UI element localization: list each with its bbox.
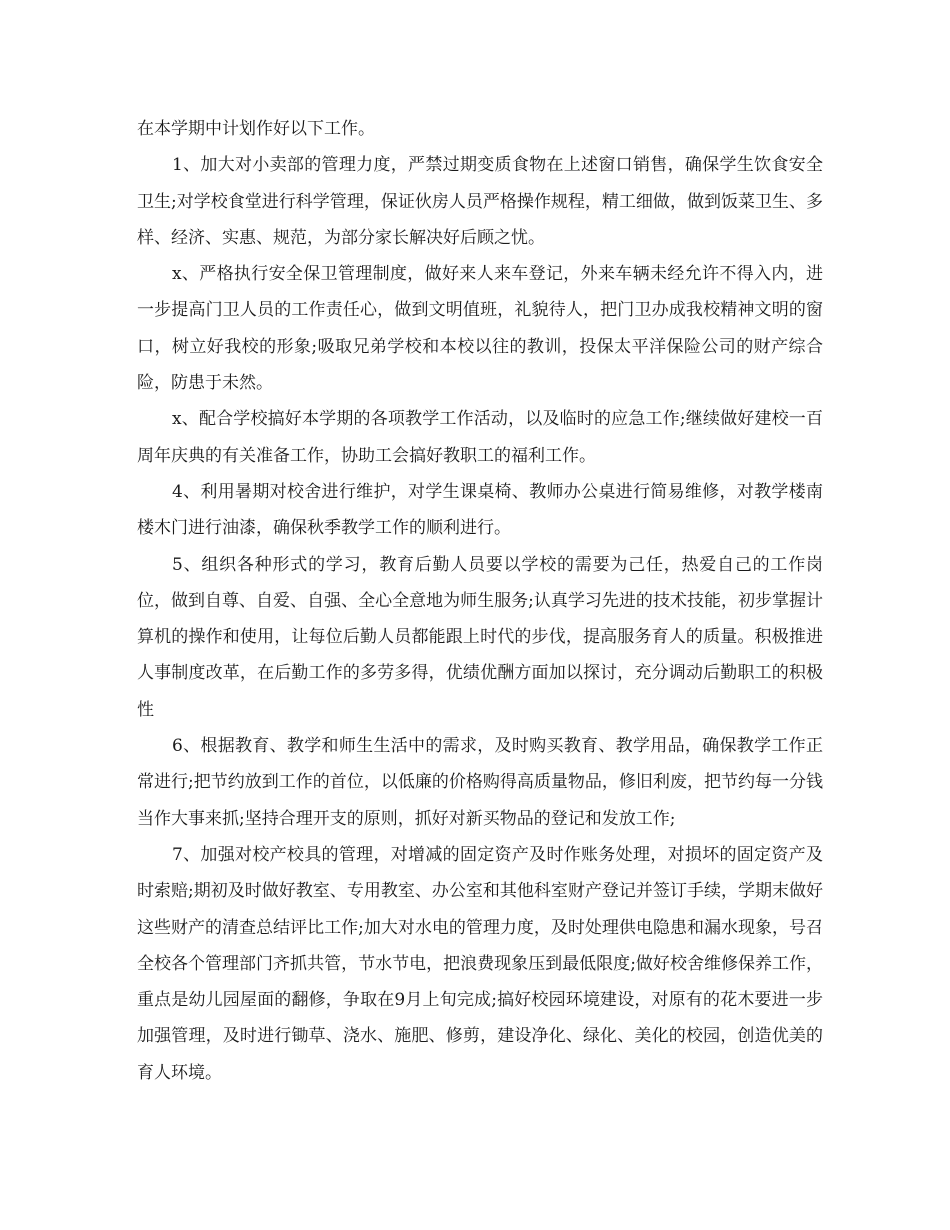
paragraph-item-7: 7、加强对校产校具的管理，对增减的固定资产及时作账务处理，对损坏的固定资产及时索赔;期初及时做好教室、专用教室、办公室和其他科室财产登记并签订手续，学期末做好这些财产的清查总结评比工作;加大对水电的管理力度，及时处理供电隐患和漏水现象，号召全校各个管理部门齐抓共管，节水节电，把浪费现象压到最低限度;做好校舍维修保养工作，重点是幼儿园屋面的翻修，争取在9月上旬完成;搞好校园环境建设，对原有的花木要进一步加强管理，及时进行锄草、浇水、施肥、修剪，建设净化、绿化、美化的校园，创造优美的育人环境。 (137, 844, 823, 1083)
paragraph-item-2: x、严格执行安全保卫管理制度，做好来人来车登记，外来车辆未经允许不得入内，进一步提高门卫人员的工作责任心，做到文明值班，礼貌待人，把门卫办成我校精神文明的窗口，树立好我校的形象;吸取兄弟学校和本校以往的教训，投保太平洋保险公司的财产综合险，防患于未然。 (137, 264, 823, 394)
paragraph-item-3: x、配合学校搞好本学期的各项教学工作活动，以及临时的应急工作;继续做好建校一百周年庆典的有关准备工作，协助工会搞好教职工的福利工作。 (137, 409, 823, 466)
paragraph-item-1: 1、加大对小卖部的管理力度，严禁过期变质食物在上述窗口销售，确保学生饮食安全卫生;对学校食堂进行科学管理，保证伙房人员严格操作规程，精工细做，做到饭菜卫生、多样、经济、实惠、规范，为部分家长解决好后顾之忧。 (137, 155, 823, 248)
document-body (137, 111, 823, 1091)
paragraph-item-4: 4、利用暑期对校舍进行维护，对学生课桌椅、教师办公桌进行简易维修，对教学楼南楼木门进行油漆，确保秋季教学工作的顺利进行。 (137, 481, 823, 539)
paragraph-item-6: 6、根据教育、教学和师生生活中的需求，及时购买教育、教学用品，确保教学工作正常进行;把节约放到工作的首位，以低廉的价格购得高质量物品，修旧利废，把节约每一分钱当作大事来抓;坚持合理开支的原则，抓好对新买物品的登记和发放工作; (137, 736, 823, 829)
paragraph-item-5: 5、组织各种形式的学习，教育后勤人员要以学校的需要为己任，热爱自己的工作岗位，做到自尊、自爱、自强、全心全意地为师生服务;认真学习先进的技术技能，初步掌握计算机的操作和使用，让每位后勤人员都能跟上时代的步伐，提高服务育人的质量。积极推进人事制度改革，在后勤工作的多劳多得，优绩优酬方面加以探讨，充分调动后勤职工的积极性 (137, 554, 823, 720)
paragraph-intro: 在本学期中计划作好以下工作。 (137, 119, 375, 139)
